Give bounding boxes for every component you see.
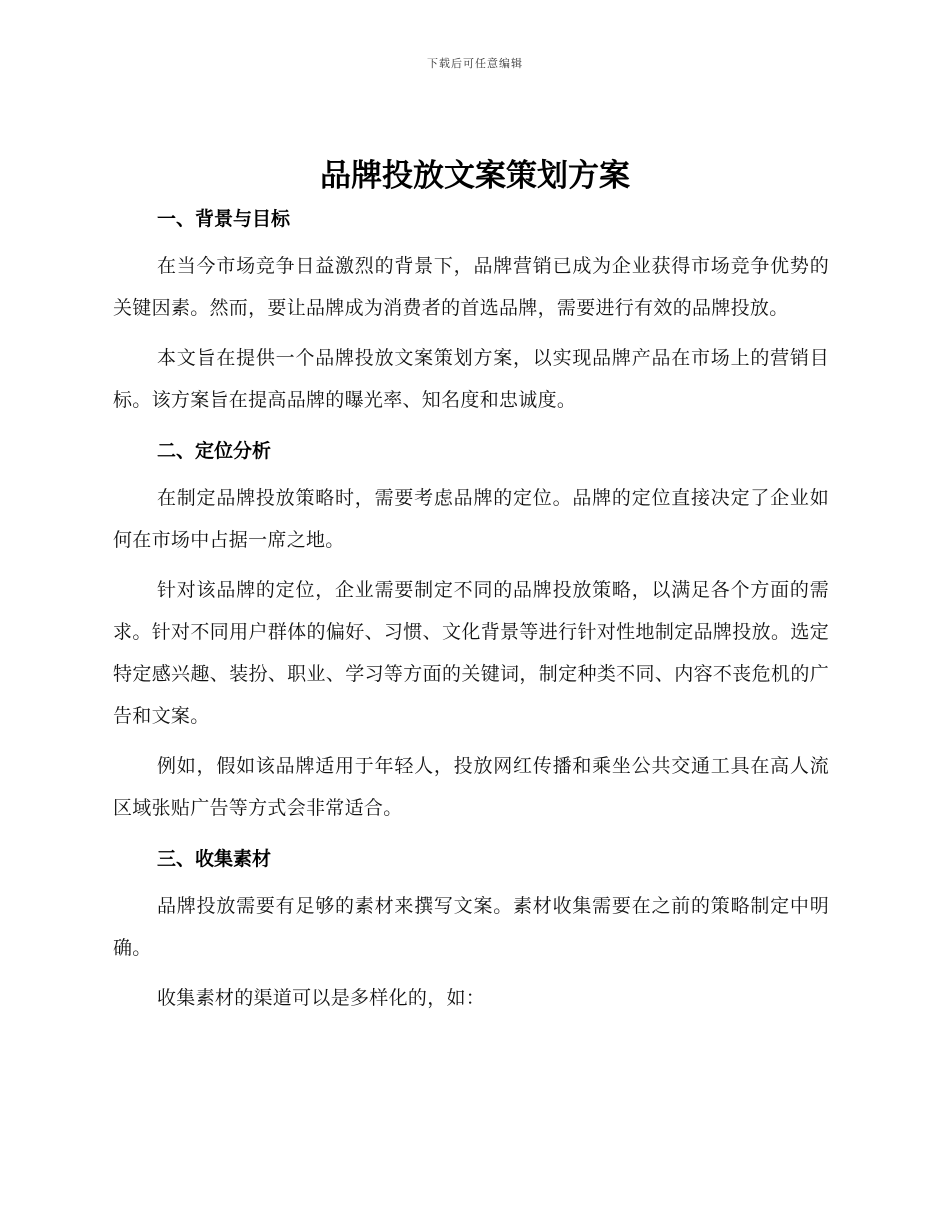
- paragraph: 针对该品牌的定位，企业需要制定不同的品牌投放策略，以满足各个方面的需求。针对不同用户群体的偏好、习惯、文化背景等进行针对性地制定品牌投放。选定特定感兴趣、装扮、职业、学习等方面的关键词，制定种类不同、内容不丧危机的广告和文案。: [113, 579, 829, 727]
- section-materials: [113, 843, 829, 1019]
- section-background: [113, 203, 829, 421]
- paragraph: 收集素材的渠道可以是多样化的，如：: [157, 987, 486, 1009]
- header-note: 下载后可任意编辑: [427, 57, 523, 70]
- section-heading: 一、背景与目标: [157, 208, 291, 230]
- paragraph: 在制定品牌投放策略时，需要考虑品牌的定位。品牌的定位直接决定了企业如何在市场中占据一席之地。: [113, 487, 829, 551]
- document-body: [113, 203, 829, 1019]
- paragraph: 品牌投放需要有足够的素材来撰写文案。素材收集需要在之前的策略制定中明确。: [113, 895, 829, 959]
- paragraph: 本文旨在提供一个品牌投放文案策划方案，以实现品牌产品在市场上的营销目标。该方案旨在提高品牌的曝光率、知名度和忠诚度。: [113, 347, 829, 411]
- section-heading: 二、定位分析: [157, 440, 272, 462]
- section-heading: 三、收集素材: [157, 848, 272, 870]
- paragraph: 例如，假如该品牌适用于年轻人，投放网红传播和乘坐公共交通工具在高人流区域张贴广告等方式会非常适合。: [113, 755, 829, 819]
- document-title: 品牌投放文案策划方案: [320, 158, 630, 194]
- section-positioning: [113, 435, 829, 829]
- paragraph: 在当今市场竞争日益激烈的背景下，品牌营销已成为企业获得市场竞争优势的关键因素。然而，要让品牌成为消费者的首选品牌，需要进行有效的品牌投放。: [113, 255, 829, 319]
